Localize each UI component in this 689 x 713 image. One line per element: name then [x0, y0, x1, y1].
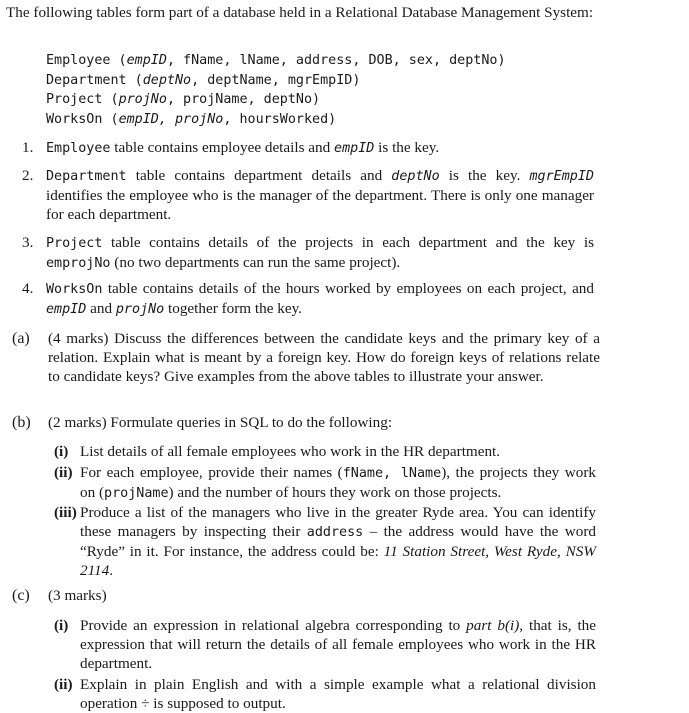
schema-employee: Employee (empID, fName, lName, address, DOB, sex, deptNo): [46, 53, 506, 68]
schema-workson: WorksOn (empID, projNo, hoursWorked): [46, 111, 337, 127]
schema-block: [46, 51, 506, 129]
schema-department: Department (deptNo, deptName, mgrEmpID): [46, 72, 361, 88]
schema-project: Project (projNo, projName, deptNo): [46, 92, 321, 107]
exam-question-page: The following tables form part of a database held in a Relational Database Management System: Employee (empID, fName, lName, address, DOB, sex, deptNo) Department (deptNo, deptName, mgrEmpID) Project (projNo, projName, deptNo) WorksOn (empID, projNo, hoursWorked) 1. Employee table contains employee details and empID is the key. 2. Department table contains department details and deptNo is the key. mgrEmpID identifies the employee who is the manager of the department. There is only one manager for each department. 3. Project table contains details of the projects in each department and the key is emprojNo (no two departments can run the same project). 4. WorksOn table contains details of the hours worked by employees on each project, and empID and projNo together form the key. (a) (4 marks) Discuss the differences between the candidate keys and the primary key of a relation. Explain what is meant by a foreign key. How do foreign keys of relations relate to candidate keys? Give examples from the above tables to illustrate your answer. (b) (2 marks) Formulate queries in SQL to do the following: (i) List details of all female employees who work in the HR department. (ii) For each employee, provide their names (fName, lName), the projects they work on (projName) and the number of hours they work on those projects. (iii) Produce a list of the managers who live in the greater Ryde area. You can identify these managers by inspecting their address – the address would have the word “Ryde” in it. For instance, the address could be: 11 Station Street, West Ryde, NSW 2114. (c) (3 marks) (i) Provide an expression in relational algebra corresponding to part b(i), that is, the expression that will return the details of all female employees who work in the HR department. (ii) Explain in plain English and with a simple example what a relational division operation ÷ is supposed to output.: [0, 0, 689, 711]
intro-paragraph: The following tables form part of a database held in a Relational Database Management System:: [6, 4, 594, 21]
